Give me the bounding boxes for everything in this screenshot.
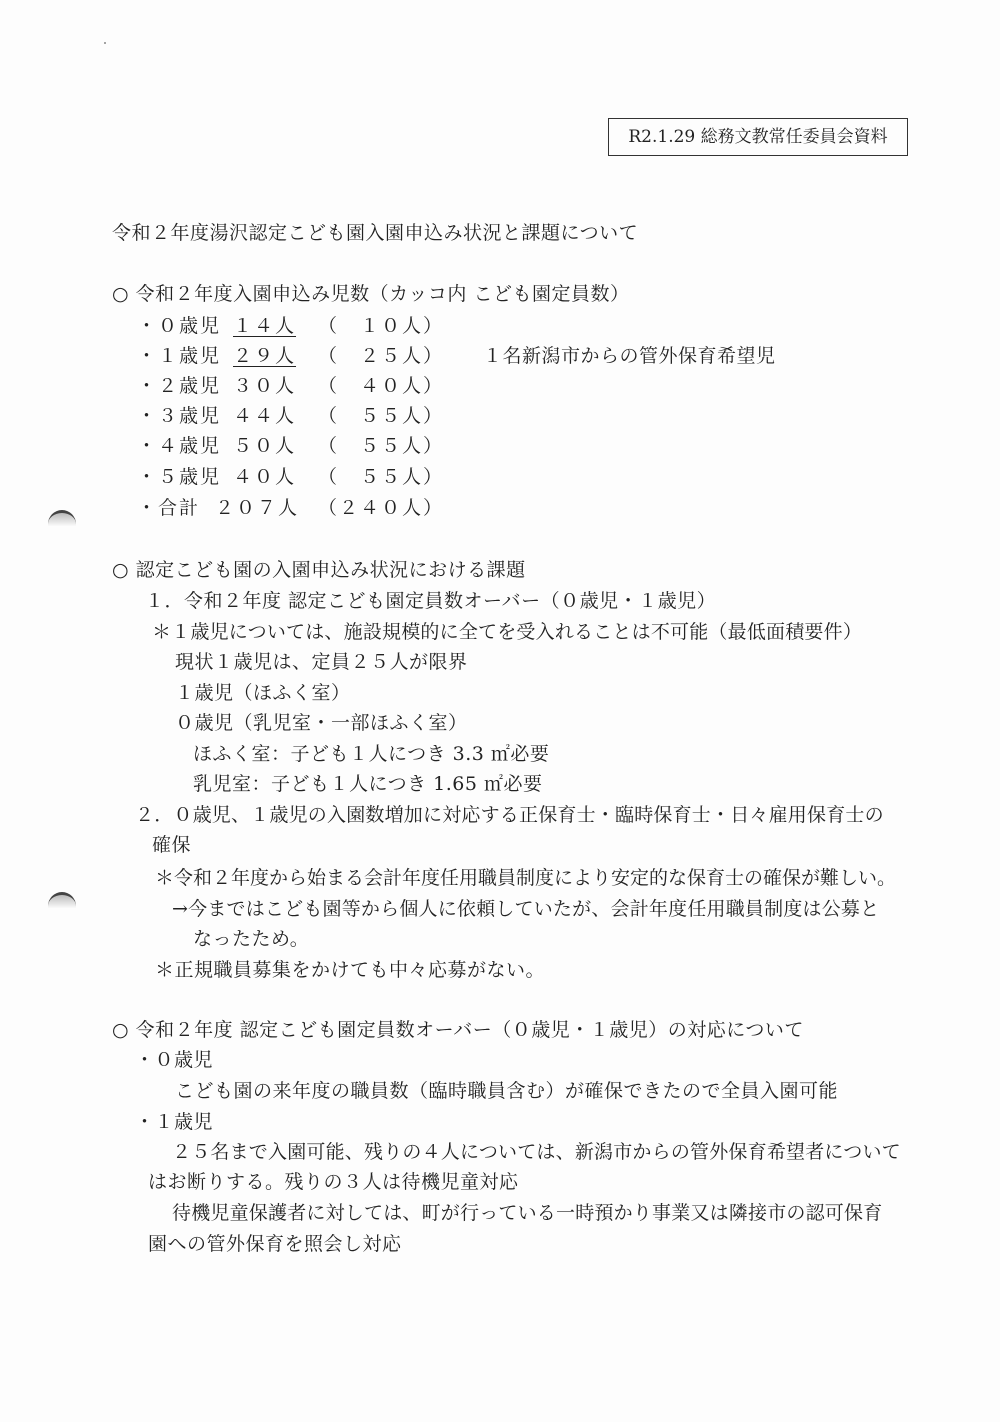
row-note: １名新潟市からの管外保育希望児 xyxy=(483,345,776,367)
response-age1-text1: ２５名まで入園可能、残りの４人については、新潟市からの管外保育希望者について xyxy=(172,1141,901,1163)
applied-count: ５０人 xyxy=(233,435,297,457)
age-label: ・４歳児 xyxy=(137,435,222,457)
capacity-count: （ ５５人） xyxy=(318,435,445,457)
capacity-count: （ ２５人） xyxy=(318,345,445,367)
age-label: ・２歳児 xyxy=(137,375,222,397)
response-age0-text: こども園の来年度の職員数（臨時職員含む）が確保できたので全員入園可能 xyxy=(175,1080,839,1102)
section2-heading: ○ 認定こども園の入園申込み状況における課題 xyxy=(112,559,526,581)
meeting-stamp-box: R2.1.29 総務文教常任委員会資料 xyxy=(608,118,908,156)
issue-2-line1: ２．０歳児、１歳児の入園数増加に対応する正保育士・臨時保育士・日々雇用保育士の xyxy=(135,804,884,826)
total-applied: ２０７人 xyxy=(215,497,300,519)
applied-count: ４０人 xyxy=(233,466,297,488)
applied-count: ２９人 xyxy=(233,345,297,367)
capacity-count: （ ５５人） xyxy=(318,405,445,427)
issue-1: １．令和２年度 認定こども園定員数オーバー（０歳児・１歳児） xyxy=(145,590,717,612)
response-age1-text2: はお断りする。残りの３人は待機児童対応 xyxy=(148,1171,519,1193)
total-capacity: （２４０人） xyxy=(318,497,445,519)
issue-2-note1: ＊令和２年度から始まる会計年度任用職員制度により安定的な保育士の確保が難しい。 xyxy=(155,867,897,889)
issue-2-arrow-line2: なったため。 xyxy=(193,928,310,950)
section1-heading: ○ 令和２年度入園申込み児数（カッコ内 こども園定員数） xyxy=(112,283,630,305)
total-label: ・合計 xyxy=(137,497,201,519)
capacity-count: （ ５５人） xyxy=(318,466,445,488)
capacity-count: （ ４０人） xyxy=(318,375,445,397)
response-age1-text4: 園への管外保育を照会し対応 xyxy=(148,1233,402,1255)
applied-count: ３０人 xyxy=(233,375,297,397)
issue-2-line2: 確保 xyxy=(152,834,192,856)
issue-1-age1-room: １歳児（ほふく室） xyxy=(175,682,351,704)
applied-count: ４４人 xyxy=(233,405,297,427)
scan-speck xyxy=(104,42,106,44)
issue-1-current: 現状１歳児は、定員２５人が限界 xyxy=(175,651,468,673)
capacity-count: （ １０人） xyxy=(318,315,445,337)
issue-2-note2: ＊正規職員募集をかけても中々応募がない。 xyxy=(155,959,546,981)
issue-2-arrow-line1: →今まではこども園等から個人に依頼していたが、会計年度任用職員制度は公募と xyxy=(172,898,880,920)
age-label: ・１歳児 xyxy=(137,345,222,367)
punch-hole-mark xyxy=(48,892,76,909)
issue-1-note: ＊１歳児については、施設規模的に全てを受入れることは不可能（最低面積要件） xyxy=(152,621,863,643)
age-label: ・３歳児 xyxy=(137,405,222,427)
age-label: ・０歳児 xyxy=(137,315,222,337)
response-age1-label: ・１歳児 xyxy=(135,1111,214,1133)
document-title: 令和２年度湯沢認定こども園入園申込み状況と課題について xyxy=(112,222,639,244)
issue-1-age0-room: ０歳児（乳児室・一部ほふく室） xyxy=(175,712,468,734)
nyuji-room-requirement: 乳児室：子ども１人につき 1.65 ㎡必要 xyxy=(193,773,543,795)
response-age1-text3: 待機児童保護者に対しては、町が行っている一時預かり事業又は隣接市の認可保育 xyxy=(172,1202,883,1224)
hofuku-room-requirement: ほふく室：子ども１人につき 3.3 ㎡必要 xyxy=(193,743,550,765)
punch-hole-mark xyxy=(48,510,76,527)
age-label: ・５歳児 xyxy=(137,466,222,488)
applied-count: １４人 xyxy=(233,315,297,337)
response-age0-label: ・０歳児 xyxy=(135,1049,214,1071)
section3-heading: ○ 令和２年度 認定こども園定員数オーバー（０歳児・１歳児）の対応について xyxy=(112,1019,804,1041)
